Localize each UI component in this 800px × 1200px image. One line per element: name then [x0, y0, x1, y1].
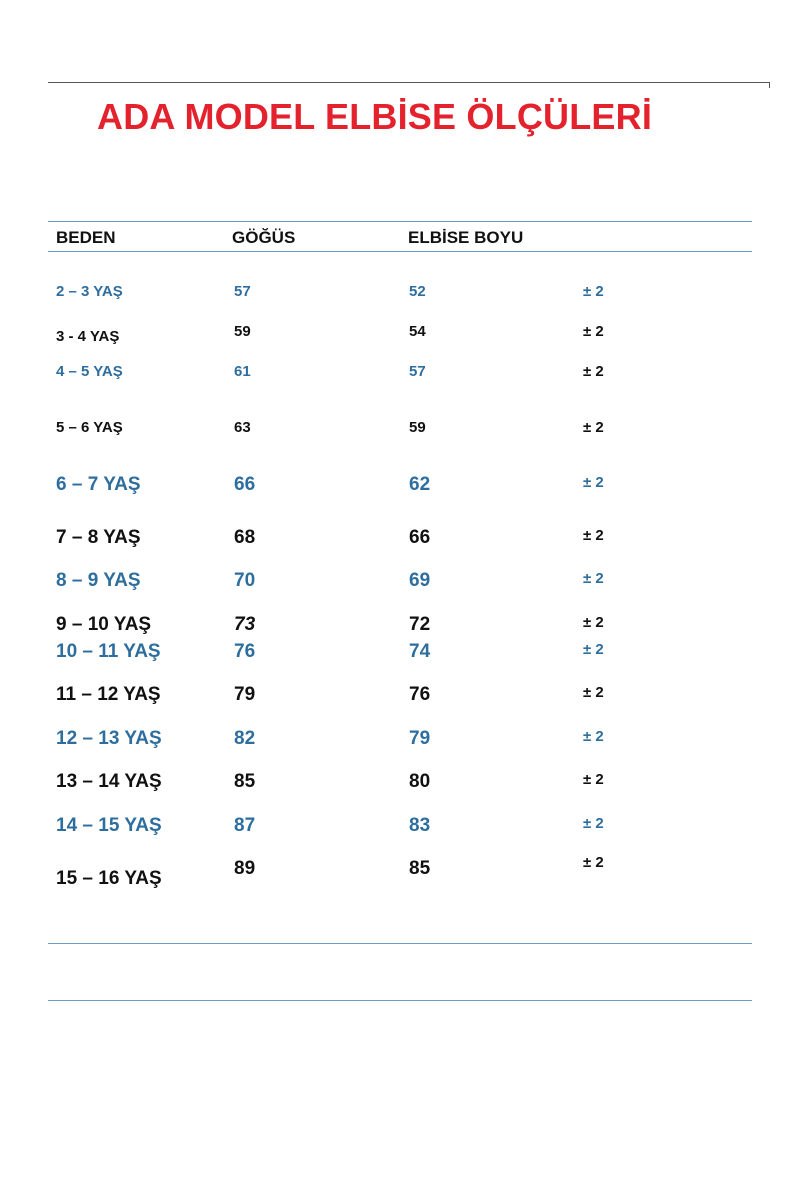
row-length: 74 [409, 641, 431, 662]
row-chest: 85 [234, 771, 256, 792]
row-size: 10 – 11 YAŞ [56, 641, 161, 662]
row-size: 9 – 10 YAŞ [56, 614, 152, 635]
header-length: ELBİSE BOYU [408, 228, 524, 247]
table-bottom-rule-2 [48, 1000, 752, 1001]
row-length: 57 [409, 363, 426, 380]
row-tolerance: ± 2 [583, 614, 604, 631]
top-rule-tick [769, 82, 770, 88]
row-chest: 79 [234, 684, 256, 705]
row-length: 54 [409, 323, 426, 340]
row-size: 12 – 13 YAŞ [56, 728, 162, 749]
row-tolerance: ± 2 [583, 815, 604, 832]
row-size: 3 - 4 YAŞ [56, 328, 120, 345]
row-length: 76 [409, 684, 431, 705]
row-tolerance: ± 2 [583, 323, 604, 340]
row-tolerance: ± 2 [583, 641, 604, 658]
row-chest: 73 [234, 614, 256, 635]
row-chest: 59 [234, 323, 251, 340]
row-length: 72 [409, 614, 431, 635]
row-chest: 76 [234, 641, 256, 662]
row-length: 66 [409, 527, 431, 548]
row-tolerance: ± 2 [583, 684, 604, 701]
row-size: 11 – 12 YAŞ [56, 684, 161, 705]
row-chest: 57 [234, 283, 251, 300]
table-header-bottom-rule [48, 251, 752, 252]
row-size: 6 – 7 YAŞ [56, 474, 141, 495]
row-tolerance: ± 2 [583, 771, 604, 788]
row-chest: 82 [234, 728, 256, 749]
row-chest: 61 [234, 363, 251, 380]
row-length: 85 [409, 858, 431, 879]
row-length: 62 [409, 474, 431, 495]
row-length: 83 [409, 815, 431, 836]
row-tolerance: ± 2 [583, 854, 604, 871]
row-size: 8 – 9 YAŞ [56, 570, 141, 591]
row-size: 2 – 3 YAŞ [56, 283, 123, 300]
row-length: 79 [409, 728, 431, 749]
row-chest: 66 [234, 474, 256, 495]
header-size: BEDEN [56, 228, 116, 247]
row-chest: 89 [234, 858, 256, 879]
row-tolerance: ± 2 [583, 419, 604, 436]
row-size: 4 – 5 YAŞ [56, 363, 123, 380]
row-chest: 63 [234, 419, 251, 436]
row-length: 52 [409, 283, 426, 300]
top-rule [48, 82, 770, 83]
row-chest: 70 [234, 570, 256, 591]
row-chest: 68 [234, 527, 256, 548]
row-tolerance: ± 2 [583, 474, 604, 491]
row-length: 59 [409, 419, 426, 436]
row-tolerance: ± 2 [583, 728, 604, 745]
row-tolerance: ± 2 [583, 570, 604, 587]
table-header-top-rule [48, 221, 752, 222]
row-length: 80 [409, 771, 431, 792]
row-size: 13 – 14 YAŞ [56, 771, 162, 792]
row-tolerance: ± 2 [583, 527, 604, 544]
row-tolerance: ± 2 [583, 363, 604, 380]
page-title: ADA MODEL ELBİSE ÖLÇÜLERİ [97, 96, 653, 137]
table-bottom-rule-1 [48, 943, 752, 944]
row-size: 7 – 8 YAŞ [56, 527, 141, 548]
row-size: 14 – 15 YAŞ [56, 815, 162, 836]
header-chest: GÖĞÜS [232, 228, 296, 247]
row-length: 69 [409, 570, 431, 591]
row-tolerance: ± 2 [583, 283, 604, 300]
row-chest: 87 [234, 815, 256, 836]
row-size: 15 – 16 YAŞ [56, 868, 162, 889]
row-size: 5 – 6 YAŞ [56, 419, 123, 436]
